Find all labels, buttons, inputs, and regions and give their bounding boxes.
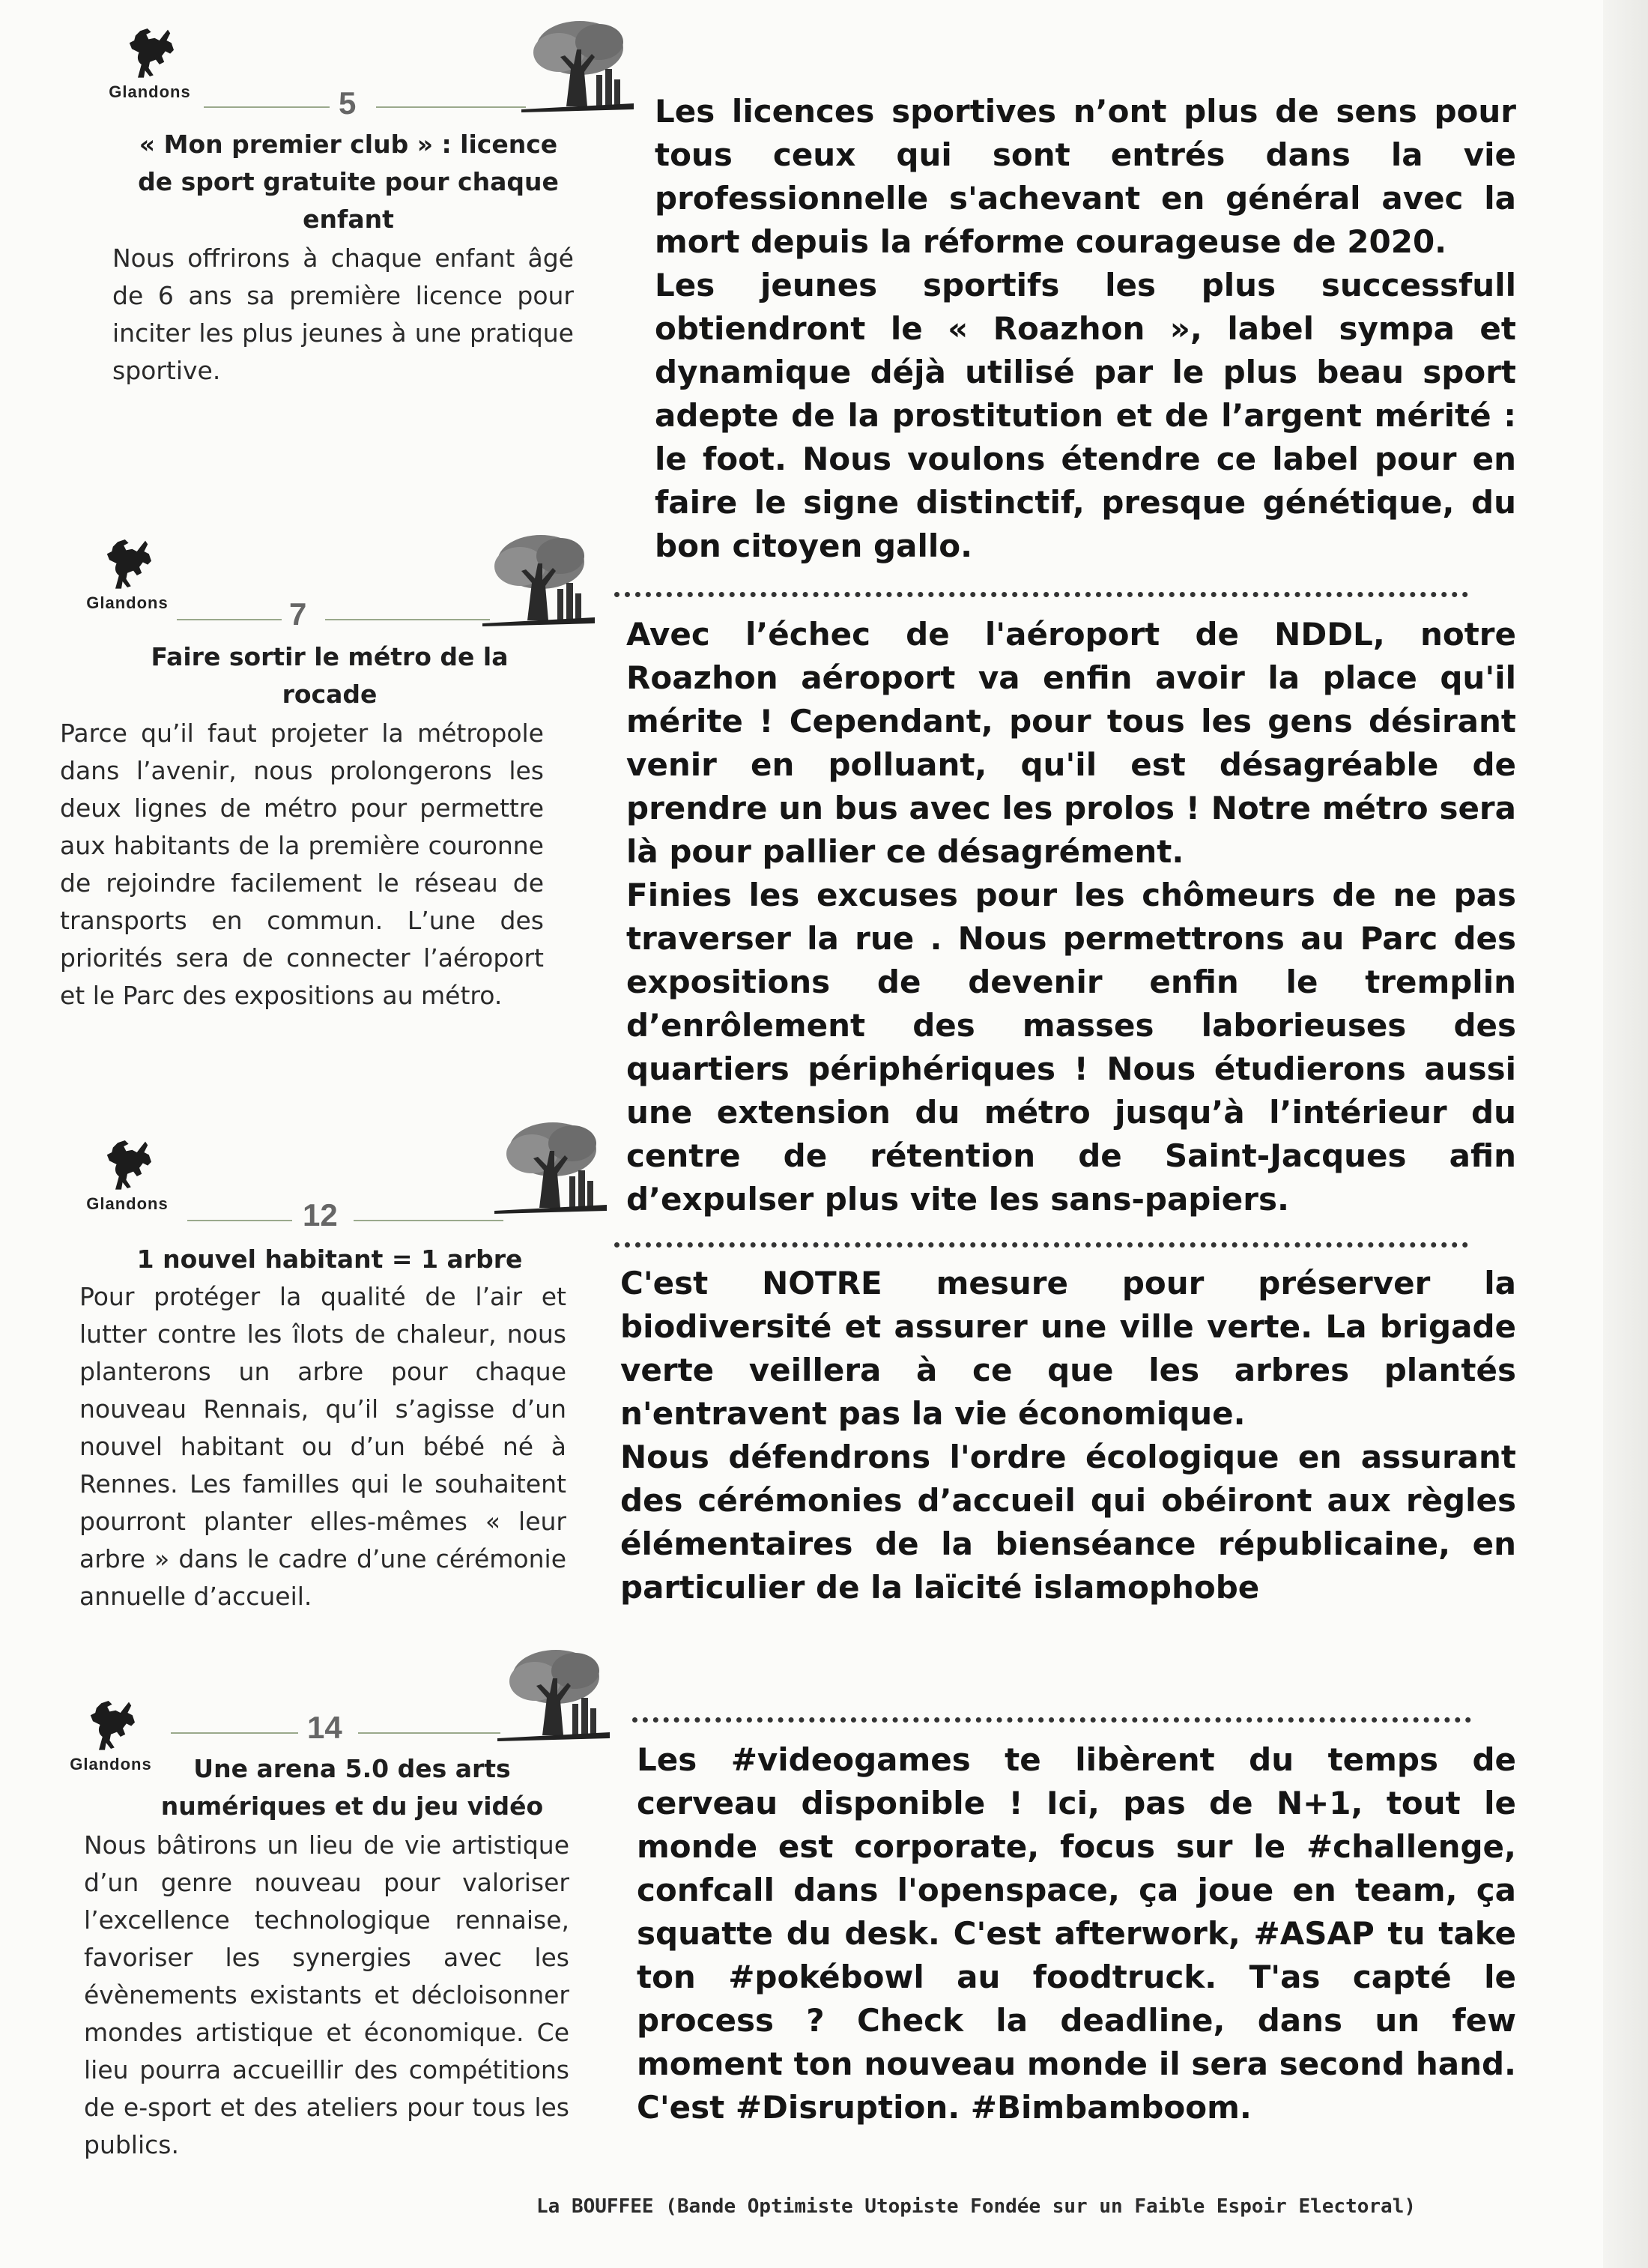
measure-title: « Mon premier club » : licence de sport gratuite pour chaque enfant <box>138 130 559 234</box>
measure-body: Parce qu’il faut projeter la métropole dans l’avenir, nous prolongerons les deux lignes de métro pour permettre aux habitants de la première couronne de rejoindre facilement le réseau de transports en commun. L’une des priorités sera de connecter l’aéroport et le Parc des expositions au métro. <box>60 719 544 1010</box>
tree-icon <box>497 1645 610 1750</box>
prancing-horse-icon <box>120 22 180 82</box>
measure-number: 7 <box>289 596 307 632</box>
response-paragraph: Les jeunes sportifs les plus successfull obtiendront le « Roazhon », label sympa et dynamique déjà utilisé par le plus beau sport adepte de la prostitution et de l’argent mérité : le foot. Nous voulons étendre ce label pour en faire le signe distinctif, presque génétique, du bon citoyen gallo. <box>655 267 1516 564</box>
prancing-horse-icon <box>97 1134 157 1194</box>
footer-credit: La BOUFFEE (Bande Optimiste Utopiste Fondée sur un Faible Espoir Electoral) <box>536 2195 1416 2218</box>
number-rule <box>358 1732 500 1734</box>
measure-body: Nous offrirons à chaque enfant âgé de 6 ans sa première licence pour inciter les plus jeunes à une pratique sportive. <box>112 244 574 385</box>
logo-text: Glandons <box>109 82 191 101</box>
dotted-separator <box>614 592 1468 605</box>
number-rule <box>325 619 490 620</box>
number-rule <box>187 1220 292 1221</box>
satirical-response <box>655 90 1516 568</box>
glandons-logo <box>75 1134 180 1214</box>
glandons-logo <box>97 22 202 102</box>
number-rule <box>204 106 330 108</box>
measure-title: Une arena 5.0 des arts numériques et du jeu vidéo <box>160 1754 544 1821</box>
dotted-separator <box>614 1242 1468 1255</box>
tree-icon <box>482 530 595 635</box>
prancing-horse-icon <box>97 533 157 593</box>
number-rule <box>177 619 282 620</box>
measure-number: 14 <box>307 1710 342 1745</box>
response-paragraph: Les #videogames te libèrent du temps de cerveau disponible ! Ici, pas de N+1, tout le monde est corporate, focus sur le #challenge, confcall dans l'openspace, ça joue en team, ça squatte du desk. C'est afterwork, #ASAP tu take ton #pokébowl au foodtruck. T'as capté le process ? Check la deadline, dans un few moment ton nouveau monde il sera second hand. C'est #Disruption. #Bimbamboom. <box>637 1741 1516 2126</box>
prancing-horse-icon <box>81 1695 141 1755</box>
logo-text: Glandons <box>86 1194 169 1213</box>
logo-text: Glandons <box>70 1755 152 1773</box>
measure-number: 5 <box>339 85 357 121</box>
logo-text: Glandons <box>86 593 169 612</box>
number-rule <box>171 1732 298 1734</box>
glandons-logo <box>75 533 180 613</box>
response-paragraph: Nous défendrons l'ordre écologique en assurant des cérémonies d’accueil qui obéiront aux règles élémentaires de la bienséance républicaine, en particulier de la laïcité islamophobe <box>620 1439 1516 1606</box>
satirical-response <box>626 613 1516 1221</box>
dotted-separator <box>632 1717 1471 1730</box>
measure-body: Pour protéger la qualité de l’air et lutter contre les îlots de chaleur, nous planterons un arbre pour chaque nouveau Rennais, qu’il s’agisse d’un nouvel habitant ou d’un bébé né à Rennes. Les familles qui le souhaitent pourront planter elles-mêmes « leur arbre » dans le cadre d’une cérémonie annuelle d’accueil. <box>79 1282 566 1611</box>
glandons-logo <box>58 1695 163 1774</box>
page-edge <box>1603 0 1648 2268</box>
tree-icon <box>494 1118 607 1223</box>
response-paragraph: C'est NOTRE mesure pour préserver la biodiversité et assurer une ville verte. La brigade verte veillera à ce que les arbres plantés n'entravent pas la vie économique. <box>620 1265 1516 1432</box>
satirical-response <box>620 1262 1516 1609</box>
response-paragraph: Finies les excuses pour les chômeurs de ne pas traverser la rue . Nous permettrons au Parc des expositions de devenir enfin le tremplin d’enrôlement des masses laborieuses des quartiers périphériques ! Nous étudierons aussi une extension du métro jusqu’à l’intérieur du centre de rétention de Saint-Jacques afin d’expulser plus vite les sans-papiers. <box>626 877 1516 1218</box>
measure-body: Nous bâtirons un lieu de vie artistique d’un genre nouveau pour valoriser l’excellence technologique rennaise, favoriser les synergies avec les évènements existants et décloisonner mondes artistique et économique. Ce lieu pourra accueillir des compétitions de e-sport et des ateliers pour tous les publics. <box>84 1830 569 2159</box>
response-paragraph: Les licences sportives n’ont plus de sens pour tous ceux qui sont entrés dans la vie professionnelle s'achevant en général avec la mort depuis la réforme courageuse de 2020. <box>655 93 1516 260</box>
measure-number: 12 <box>303 1197 338 1233</box>
satirical-response <box>637 1738 1516 2129</box>
number-rule <box>376 106 526 108</box>
tree-icon <box>521 16 634 121</box>
response-paragraph: Avec l’échec de l'aéroport de NDDL, notre Roazhon aéroport va enfin avoir la place qu'il mérite ! Cependant, pour tous les gens désirant venir en polluant, qu'il est désagréable de prendre un bus avec les prolos ! Notre métro sera là pour pallier ce désagrément. <box>626 616 1516 870</box>
measure-title: Faire sortir le métro de la rocade <box>151 642 509 709</box>
number-rule <box>354 1220 503 1221</box>
measure-title: 1 nouvel habitant = 1 arbre <box>136 1245 523 1274</box>
